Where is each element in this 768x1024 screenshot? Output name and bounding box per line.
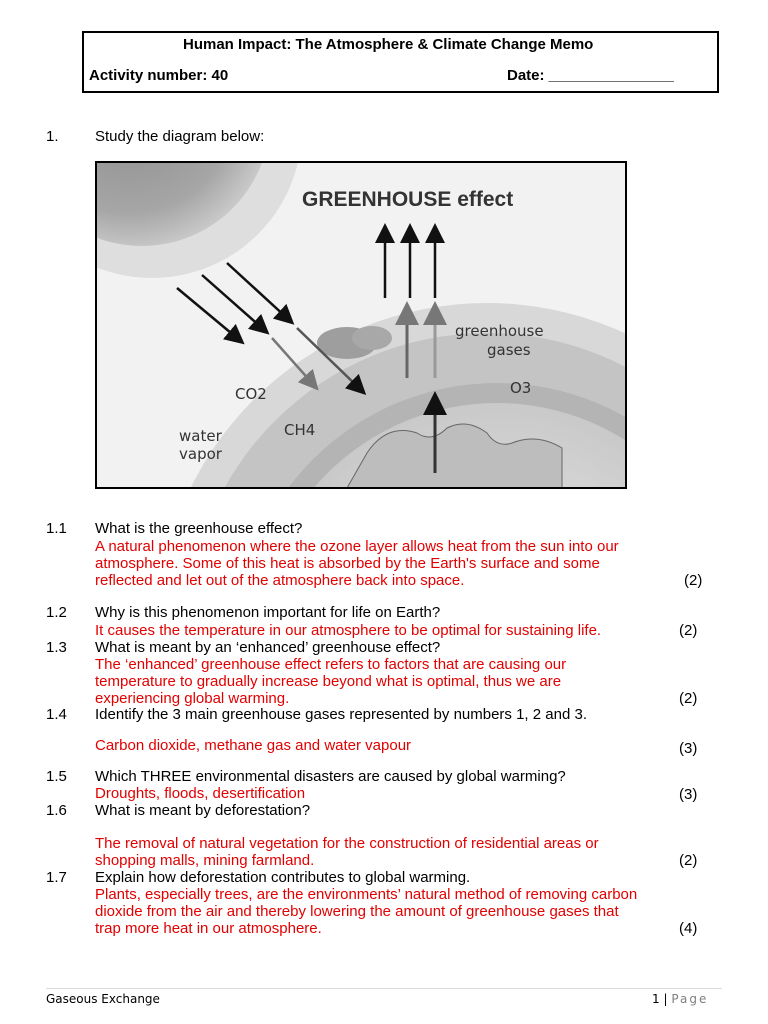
question-text: Why is this phenomenon important for life on Earth? <box>95 604 441 621</box>
marks: (4) <box>679 920 698 937</box>
question-text: Which THREE environmental disasters are caused by global warming? <box>95 768 566 785</box>
label-vapor: vapor <box>179 445 222 463</box>
question-number: 1.5 <box>46 768 67 785</box>
marks: (2) <box>679 622 698 639</box>
question-number: 1.2 <box>46 604 67 621</box>
activity-number: Activity number: 40 <box>89 67 229 84</box>
question-number: 1.4 <box>46 706 67 723</box>
answer-line: The removal of natural vegetation for the construction of residential areas or <box>95 835 599 852</box>
answer-line: Carbon dioxide, methane gas and water vapour <box>95 737 412 754</box>
marks: (2) <box>679 852 698 869</box>
label-o3: O3 <box>510 379 532 397</box>
marks: (3) <box>679 786 698 803</box>
answer-line: experiencing global warming. <box>95 690 290 707</box>
answer-line: temperature to gradually increase beyond what is optimal, thus we are <box>95 673 562 690</box>
question-text: What is the greenhouse effect? <box>95 520 303 537</box>
answer-line: dioxide from the air and thereby lowering the amount of greenhouse gases that <box>95 903 619 920</box>
label-gases: gases <box>487 341 531 359</box>
page-separator: | <box>663 992 668 1006</box>
date-field: Date: _______________ <box>507 67 674 84</box>
label-ch4: CH4 <box>284 421 316 439</box>
answer-line: reflected and let out of the atmosphere back into space. <box>95 572 465 589</box>
answer-line: A natural phenomenon where the ozone layer allows heat from the sun into our <box>95 538 619 555</box>
answer-line: Plants, especially trees, are the environments’ natural method of removing carbon <box>95 886 638 903</box>
question-text: What is meant by an ‘enhanced’ greenhouse effect? <box>95 639 441 656</box>
answer-line: Droughts, floods, desertification <box>95 785 306 802</box>
question-instruction: Study the diagram below: <box>95 128 265 145</box>
footer-title: Gaseous Exchange <box>46 992 160 1006</box>
label-greenhouse: greenhouse <box>455 322 544 340</box>
question-text: What is meant by deforestation? <box>95 802 311 819</box>
question-text: Explain how deforestation contributes to global warming. <box>95 869 471 886</box>
marks: (3) <box>679 740 698 757</box>
header-title: Human Impact: The Atmosphere & Climate Change Memo <box>183 36 594 53</box>
answer-line: shopping malls, mining farmland. <box>95 852 315 869</box>
greenhouse-diagram-art <box>97 163 625 487</box>
question-number: 1. <box>46 128 59 145</box>
answer-line: atmosphere. Some of this heat is absorbed by the Earth's surface and some <box>95 555 600 572</box>
question-number: 1.6 <box>46 802 67 819</box>
page-indicator <box>652 992 708 1006</box>
answer-line: The ‘enhanced’ greenhouse effect refers to factors that are causing our <box>95 656 567 673</box>
label-water: water <box>179 427 222 445</box>
greenhouse-diagram <box>95 161 627 489</box>
label-co2: CO2 <box>235 385 267 403</box>
page-number: 1 <box>652 992 660 1006</box>
question-number: 1.3 <box>46 639 67 656</box>
footer-divider <box>46 988 722 989</box>
question-text: Identify the 3 main greenhouse gases represented by numbers 1, 2 and 3. <box>95 706 587 723</box>
diagram-title: GREENHOUSE effect <box>302 188 514 211</box>
question-number: 1.1 <box>46 520 67 537</box>
question-number: 1.7 <box>46 869 67 886</box>
marks: (2) <box>684 572 703 589</box>
answer-line: It causes the temperature in our atmosphere to be optimal for sustaining life. <box>95 622 602 639</box>
marks: (2) <box>679 690 698 707</box>
answer-line: trap more heat in our atmosphere. <box>95 920 322 937</box>
page-word: Page <box>671 992 709 1006</box>
